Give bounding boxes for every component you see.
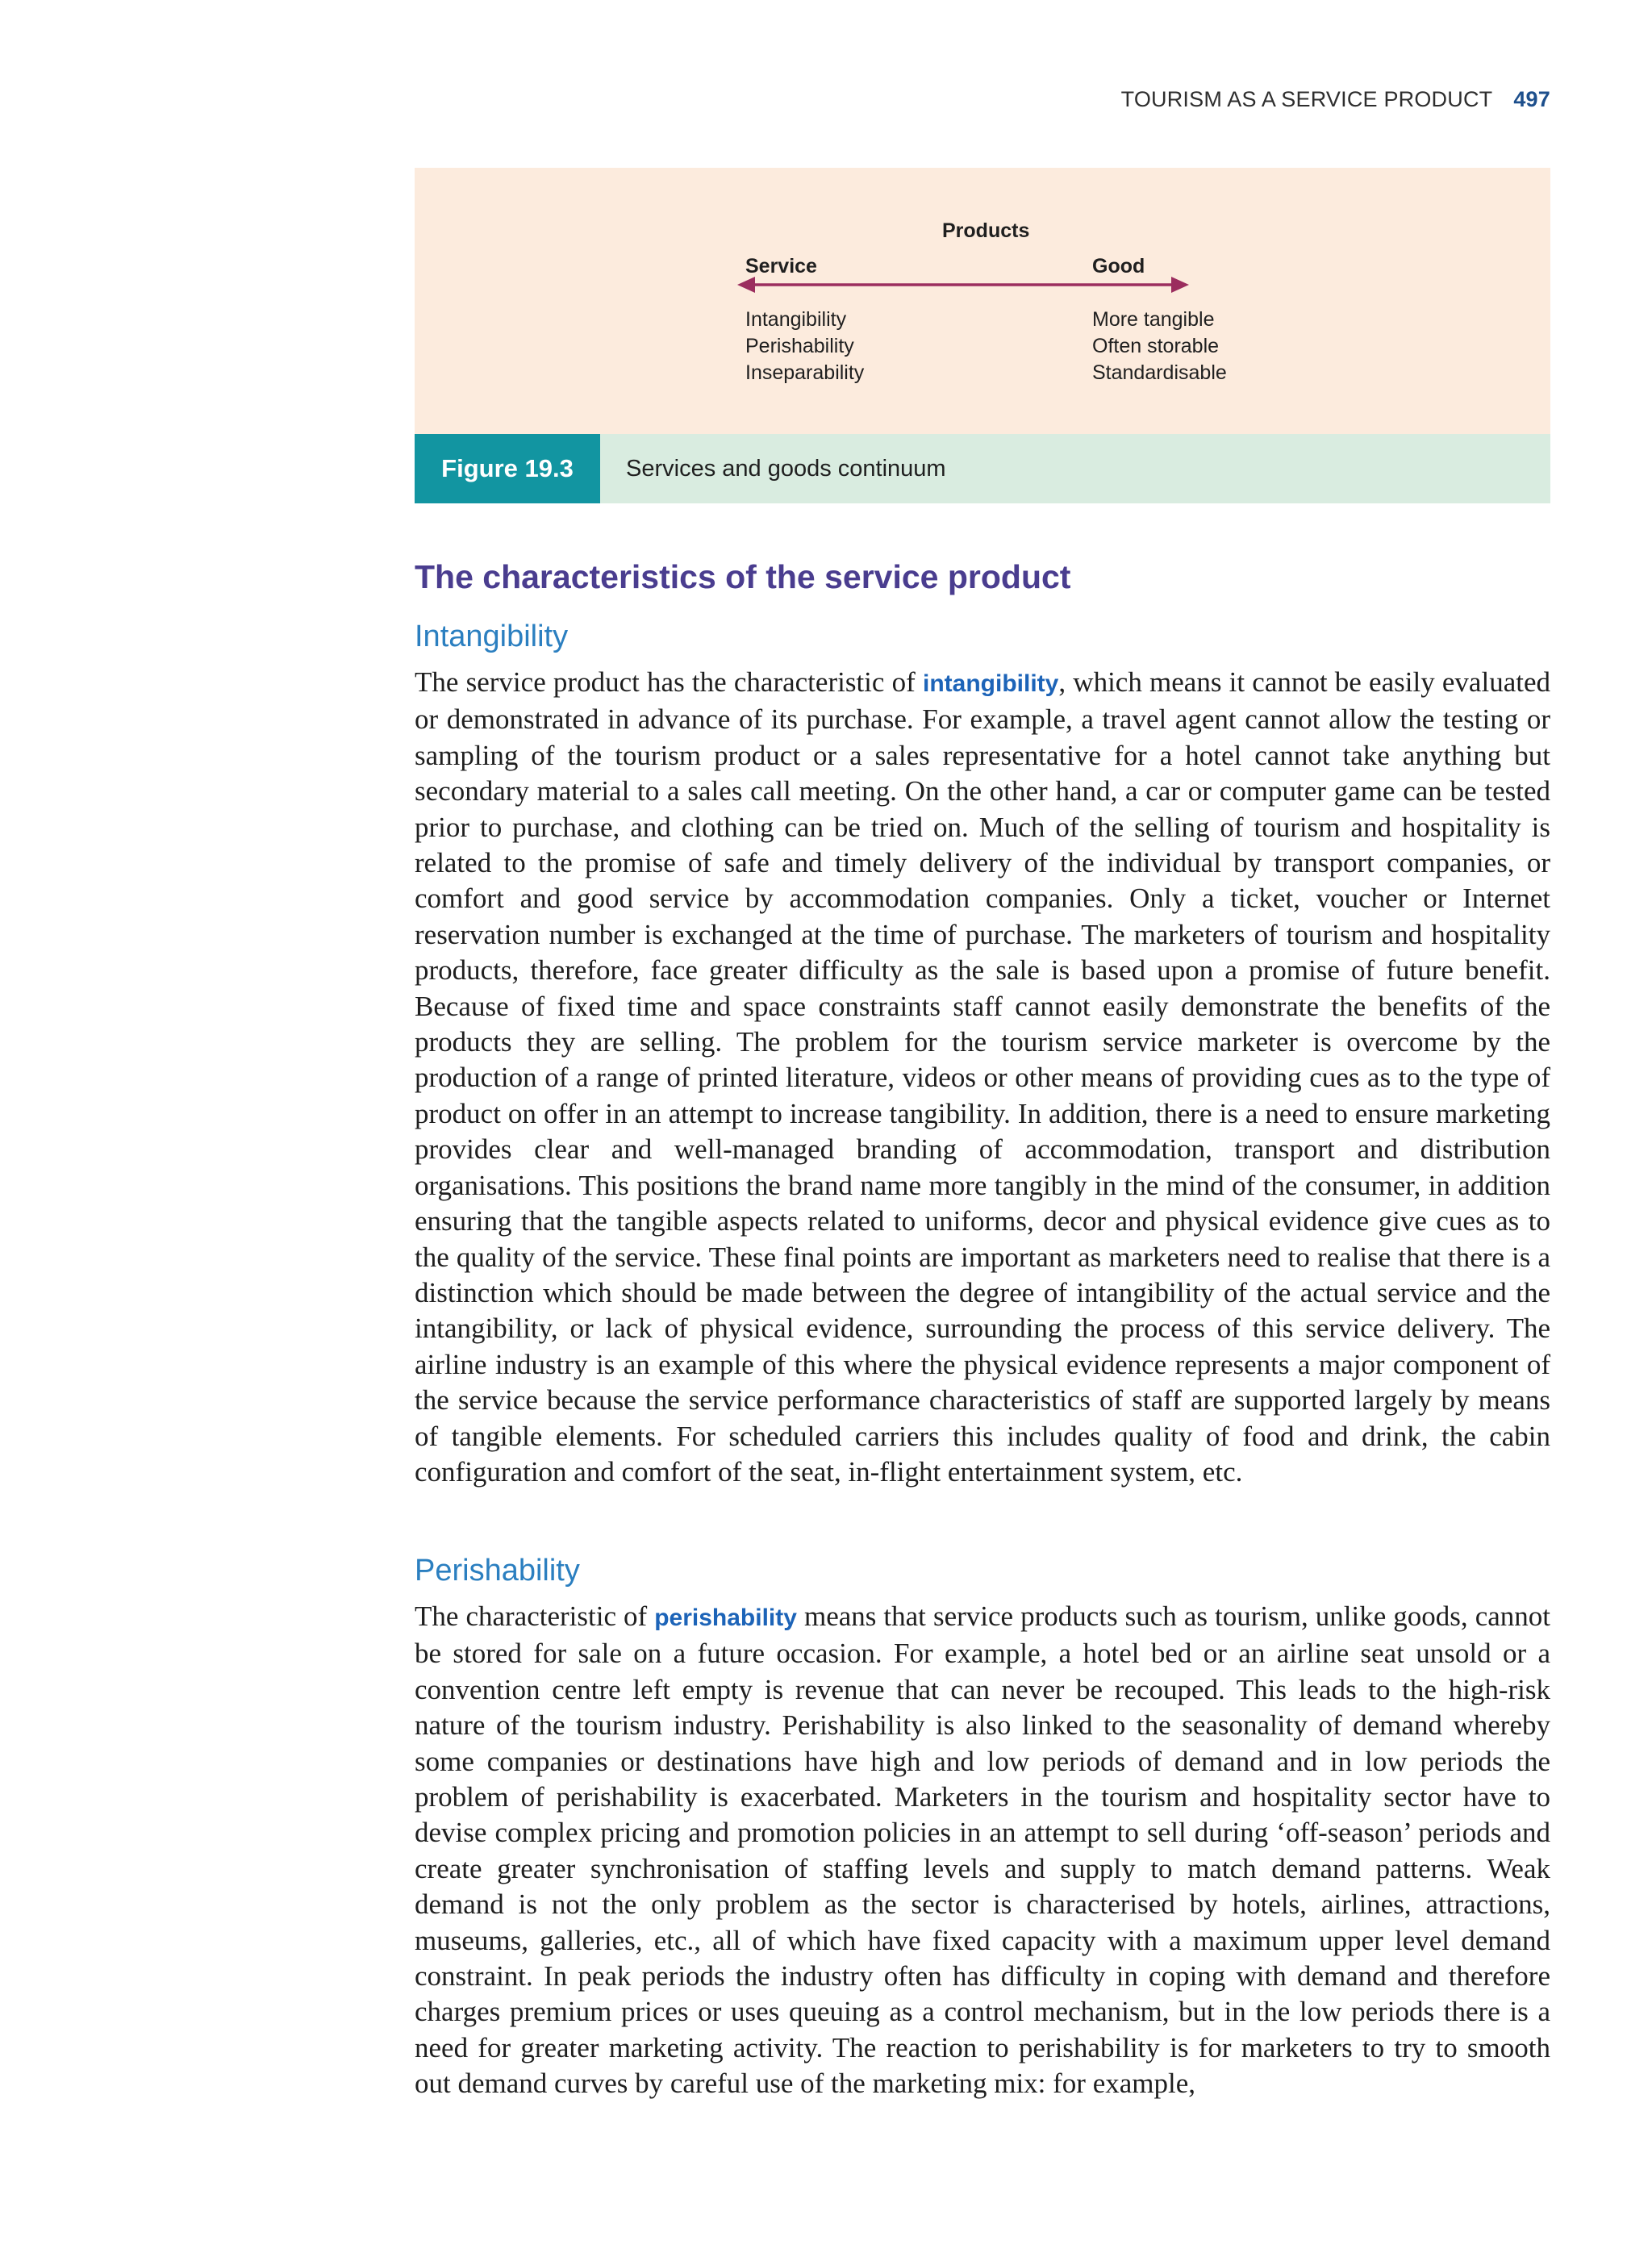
- diagram-left-label: Service: [745, 255, 817, 277]
- diagram-left-item: Intangibility: [745, 308, 847, 331]
- diagram-right-list: [1092, 307, 1227, 386]
- figure-caption-bar: [415, 434, 1550, 503]
- diagram-right-item: Often storable: [1092, 335, 1220, 357]
- key-term-intangibility: intangibility: [923, 670, 1059, 697]
- diagram-top-label: Products: [942, 219, 1030, 242]
- perishability-paragraph: [415, 1599, 1550, 2102]
- figure: [415, 168, 1550, 503]
- perishability-heading: Perishability: [415, 1554, 580, 1588]
- paragraph-body: means that service products such as tourism, unlike goods, cannot be stored for sale on a future occasion. For example, a hotel bed or an airline seat unsold or a convention centre left empty is revenue that can never be recouped. This leads to the high-risk nature of the tourism industry. Perishability is also linked to the seasonality of demand whereby some companies or destinations have high and low periods of demand and in low periods the problem of perishability is exacerbated. Marketers in the tourism and hospitality sector have to devise complex pricing and promotion policies in an attempt to sell during ‘off-season’ periods and create greater synchronisation of staffing levels and supply to match demand patterns. Weak demand is not the only problem as the sector is characterised by hotels, airlines, attractions, museums, galleries, etc., all of which have fixed capacity with a maximum upper level demand constraint. In peak periods the industry often has difficulty in coping with demand and therefore charges premium prices or uses queuing as a control mechanism, but in the low periods there is a need for greater marketing activity. The reaction to perishability is for marketers to try to smooth out demand curves by careful use of the marketing mix: for example,: [415, 1600, 1550, 2100]
- paragraph-lead: The service product has the characteristic of: [415, 666, 923, 698]
- intangibility-heading: Intangibility: [415, 620, 569, 653]
- double-arrow-icon: [737, 273, 1189, 297]
- figure-diagram: [415, 168, 1550, 434]
- diagram-left-item: Inseparability: [745, 361, 865, 384]
- paragraph-lead: The characteristic of: [415, 1600, 655, 1632]
- key-term-perishability: perishability: [654, 1604, 797, 1631]
- diagram-left-item: Perishability: [745, 335, 854, 357]
- page-number: 497: [1513, 87, 1550, 111]
- figure-label: Figure 19.3: [415, 434, 600, 503]
- section-heading: The characteristics of the service product: [415, 558, 1071, 595]
- diagram-right-item: Standardisable: [1092, 361, 1227, 384]
- figure-caption: Services and goods continuum: [626, 455, 946, 482]
- paragraph-body: , which means it cannot be easily evaluated or demonstrated in advance of its purchase. For example, a travel agent cannot allow the testing or sampling of the tourism product or a sales representative for a hotel cannot take anything but secondary material to a sales call meeting. On the other hand, a car or computer game can be tested prior to purchase, and clothing can be tried on. Much of the selling of tourism and hospitality is related to the promise of safe and timely delivery of the individual by transport companies, or comfort and good service by accommodation companies. Only a ticket, voucher or Internet reservation number is exchanged at the time of purchase. The marketers of tourism and hospitality products, therefore, face greater difficulty as the sale is based upon a promise of future benefit. Because of fixed time and space constraints staff cannot easily demonstrate the benefits of the products they are selling. The problem for the tourism service marketer is overcome by the production of a range of printed literature, videos or other means of providing cues as to the type of product on offer in an attempt to increase tangibility. In addition, there is a need to ensure marketing provides clear and well-managed branding of accommodation, transport and distribution organisations. This positions the brand name more tangibly in the mind of the consumer, in addition ensuring that the tangible aspects related to uniforms, decor and physical evidence give cues as to the quality of the service. These final points are important as marketers need to realise that there is a distinction which should be made between the degree of intangibility of the actual service and the intangibility, or lack of physical evidence, surrounding the process of this service delivery. The airline industry is an example of this where the physical evidence represents a major component of the service because the service performance characteristics of staff are supported largely by means of tangible elements. For scheduled carriers this includes quality of food and drink, the cabin configuration and comfort of the seat, in-flight entertainment system, etc.: [415, 666, 1550, 1488]
- intangibility-paragraph: [415, 665, 1550, 1490]
- running-head: [807, 87, 1550, 112]
- diagram-left-list: [745, 307, 864, 386]
- diagram-right-item: More tangible: [1092, 308, 1215, 331]
- running-title: TOURISM AS A SERVICE PRODUCT: [1120, 87, 1493, 111]
- diagram-right-label: Good: [1092, 255, 1145, 277]
